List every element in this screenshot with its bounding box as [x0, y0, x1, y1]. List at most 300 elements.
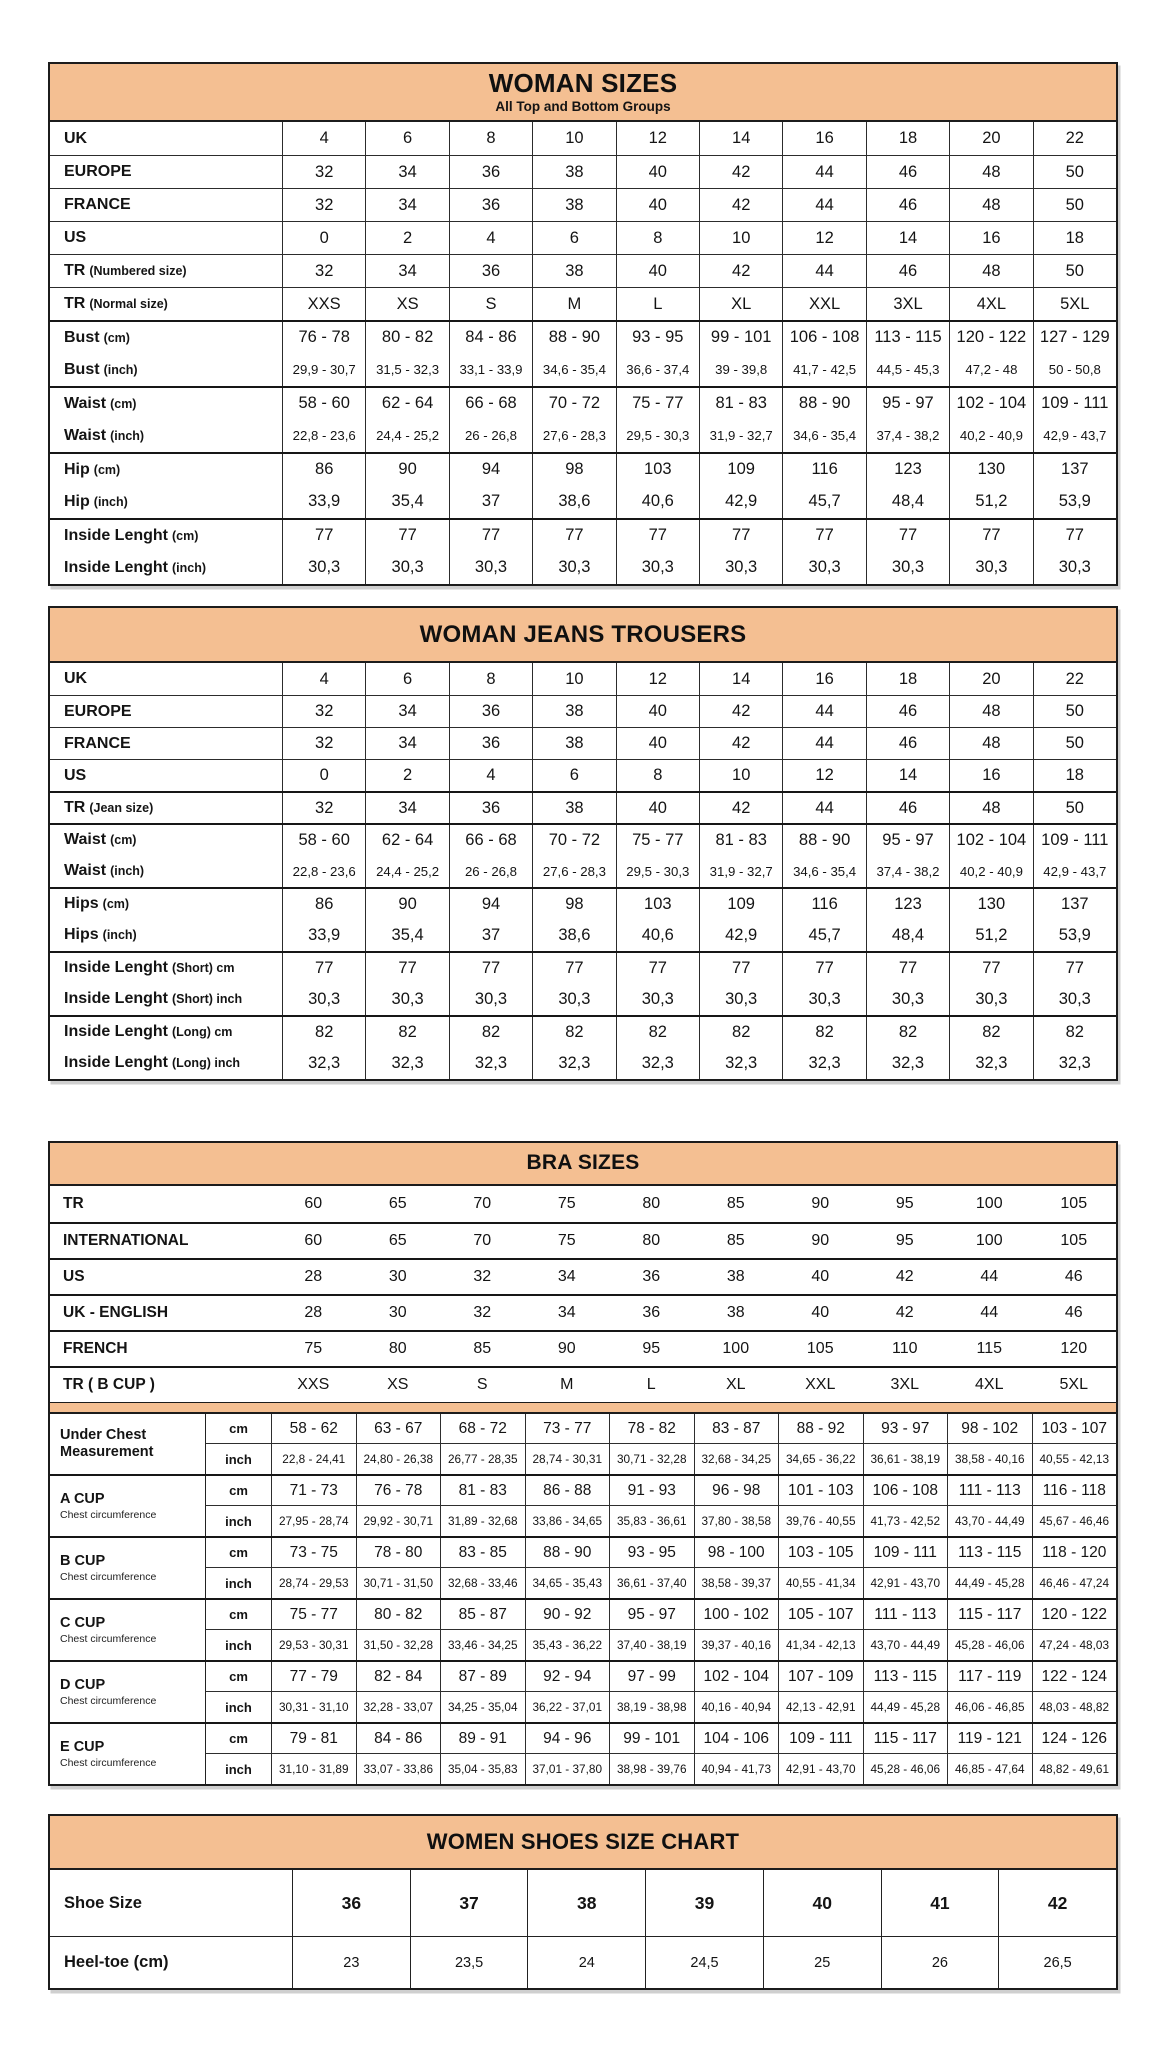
cup-label-sub: Chest circumference	[60, 1757, 157, 1770]
cell: 40	[811, 1304, 830, 1321]
cell: 38	[532, 255, 615, 287]
cell: 60	[304, 1232, 323, 1249]
cell: 50	[1033, 189, 1116, 221]
cell: 98	[532, 454, 615, 485]
row-label-paren: (Normal size)	[89, 297, 168, 311]
cell: 100 - 102	[694, 1600, 779, 1630]
cell: 95 - 97	[866, 825, 949, 855]
cell: 33,9	[282, 485, 365, 518]
cell: 4	[449, 222, 532, 254]
row-label: UK - ENGLISH	[63, 1304, 169, 1321]
shoes-body	[50, 1870, 1116, 1988]
cell: 6	[532, 222, 615, 254]
cell: 24,4 - 25,2	[365, 855, 448, 887]
row-label: TR ( B CUP )	[63, 1376, 155, 1393]
cell: 46,46 - 47,24	[1032, 1568, 1117, 1598]
cell: 53,9	[1033, 919, 1116, 951]
cell: 75 - 77	[616, 825, 699, 855]
cell: 113 - 115	[947, 1538, 1032, 1568]
cell: 48,03 - 48,82	[1032, 1692, 1117, 1722]
cell: 105	[1060, 1232, 1088, 1249]
row-label-paren: (Long) inch	[172, 1056, 241, 1070]
cup-row-group	[50, 1414, 1116, 1474]
cell: 37,4 - 38,2	[866, 855, 949, 887]
woman-jeans-trousers-table	[48, 606, 1118, 1081]
cell: 60	[304, 1195, 323, 1212]
cell: 30,3	[1033, 551, 1116, 584]
cell: 37,80 - 38,58	[694, 1506, 779, 1536]
cell: 77	[699, 520, 782, 551]
cup-label-sub: Chest circumference	[60, 1695, 157, 1708]
cell: 46,06 - 46,85	[947, 1692, 1032, 1722]
cell: 40,55 - 41,34	[778, 1568, 863, 1598]
row-label	[50, 255, 282, 287]
cell: 70	[473, 1232, 492, 1249]
cell: 45,28 - 46,06	[947, 1630, 1032, 1660]
cell: 98	[532, 889, 615, 919]
cell: 34	[557, 1304, 576, 1321]
woman-sizes-table	[48, 62, 1118, 586]
cell: 82	[365, 1017, 448, 1047]
cell: 30	[388, 1304, 407, 1321]
cell: 0	[282, 222, 365, 254]
cell: 37,40 - 38,19	[609, 1630, 694, 1660]
row-label-main: TR	[64, 295, 86, 312]
row-label	[50, 855, 282, 887]
table-row	[50, 1047, 1116, 1079]
cell: 63 - 67	[356, 1414, 441, 1444]
cell: 42	[895, 1268, 914, 1285]
cell: 111 - 113	[947, 1476, 1032, 1506]
cell: 77	[866, 520, 949, 551]
cell: 8	[616, 760, 699, 791]
bra-header	[50, 1143, 1116, 1186]
cell: 66 - 68	[449, 825, 532, 855]
cell: 38	[532, 156, 615, 188]
cell: 115 - 117	[947, 1600, 1032, 1630]
cup-label-sub: Chest circumference	[60, 1633, 157, 1646]
cell: 82	[949, 1017, 1032, 1047]
cell: 85	[726, 1232, 745, 1249]
cell: 77	[782, 520, 865, 551]
table-row	[50, 1366, 1116, 1402]
cell: 102 - 104	[949, 388, 1032, 419]
cell: 35,83 - 36,61	[609, 1506, 694, 1536]
cell: 100	[975, 1195, 1003, 1212]
cell: 31,9 - 32,7	[699, 419, 782, 452]
cell: 109	[699, 454, 782, 485]
cell: 86 - 88	[525, 1476, 610, 1506]
table-row	[50, 254, 1116, 287]
cell: 44	[782, 156, 865, 188]
bra-cup-section	[50, 1414, 1116, 1784]
cell: 30,3	[616, 983, 699, 1015]
cell: 106 - 108	[863, 1476, 948, 1506]
cell: 77	[532, 953, 615, 983]
cell: 46	[866, 728, 949, 759]
cell: 80 - 82	[356, 1600, 441, 1630]
cell: 66 - 68	[449, 388, 532, 419]
cell: 117 - 119	[947, 1662, 1032, 1692]
table-row	[50, 485, 1116, 518]
cell: 51,2	[949, 485, 1032, 518]
cell: 40,94 - 41,73	[694, 1754, 779, 1784]
row-label	[50, 551, 282, 584]
cell: 28	[304, 1268, 323, 1285]
row-label	[50, 122, 282, 155]
bra-title: BRA SIZES	[526, 1151, 640, 1175]
cell: 123	[866, 889, 949, 919]
cell: 103	[616, 889, 699, 919]
cell: 35,4	[365, 919, 448, 951]
cell: 32,3	[282, 1047, 365, 1079]
cell: 77	[282, 520, 365, 551]
table-row	[50, 452, 1116, 485]
cell: 18	[1033, 222, 1116, 254]
row-label-paren: (cm)	[103, 330, 130, 345]
cell: 62 - 64	[365, 388, 448, 419]
cell: 103	[616, 454, 699, 485]
orange-divider-strip	[50, 1402, 1116, 1414]
cell: M	[560, 1376, 574, 1393]
cell: 44	[980, 1304, 999, 1321]
cell: 90	[811, 1232, 830, 1249]
cell: 8	[616, 222, 699, 254]
cell: 90	[811, 1195, 830, 1212]
table-row	[50, 791, 1116, 823]
row-label-paren: (inch)	[110, 428, 145, 443]
cell: 4XL	[949, 288, 1032, 320]
row-label	[50, 728, 282, 759]
cell: 80	[642, 1232, 661, 1249]
table-row	[50, 1186, 1116, 1222]
cell: XS	[387, 1376, 409, 1393]
row-label-paren: (cm)	[110, 833, 137, 847]
cell: 12	[616, 122, 699, 155]
table-row	[50, 419, 1116, 452]
cell: 32	[473, 1268, 492, 1285]
cell: 36,61 - 37,40	[609, 1568, 694, 1598]
cell: 34	[365, 793, 448, 823]
cell: 5XL	[1033, 288, 1116, 320]
row-label-paren: (inch)	[102, 928, 137, 942]
row-label	[50, 983, 282, 1015]
cup-label-main: D CUP	[60, 1676, 106, 1693]
table-row	[50, 518, 1116, 551]
cell: 102 - 104	[949, 825, 1032, 855]
cell: 109 - 111	[1033, 825, 1116, 855]
table-row	[50, 1330, 1116, 1366]
cell: 38	[532, 728, 615, 759]
cell: 30,3	[949, 551, 1032, 584]
cell: 40	[616, 156, 699, 188]
cell: 86	[282, 454, 365, 485]
cell: 30,3	[365, 983, 448, 1015]
table-row	[50, 727, 1116, 759]
cell: 22	[1033, 122, 1116, 155]
cell: 89 - 91	[440, 1724, 525, 1754]
cell: 130	[949, 889, 1032, 919]
table-row	[50, 551, 1116, 584]
cell: 36	[449, 156, 532, 188]
cell: 34,25 - 35,04	[440, 1692, 525, 1722]
table-row	[50, 1222, 1116, 1258]
cell: 4XL	[975, 1376, 1004, 1393]
cell: 73 - 75	[271, 1538, 356, 1568]
cell: 116	[782, 454, 865, 485]
cell: 10	[699, 222, 782, 254]
cell: 32,3	[949, 1047, 1032, 1079]
cell: 39,76 - 40,55	[778, 1506, 863, 1536]
cup-row-group	[50, 1474, 1116, 1536]
cell: 99 - 101	[609, 1724, 694, 1754]
cell: 115	[976, 1340, 1002, 1357]
cell: 98 - 100	[694, 1538, 779, 1568]
row-label-paren: (Short) cm	[172, 961, 235, 975]
table-row	[50, 1294, 1116, 1330]
cell: 77	[1033, 520, 1116, 551]
cell: 80	[642, 1195, 661, 1212]
row-label-paren: (Short) inch	[172, 992, 243, 1006]
cell: 14	[866, 222, 949, 254]
cell: 20	[949, 122, 1032, 155]
cell: 88 - 90	[782, 825, 865, 855]
row-label	[50, 919, 282, 951]
cell: 38,58 - 40,16	[947, 1444, 1032, 1474]
shoes-title: WOMEN SHOES SIZE CHART	[426, 1829, 740, 1855]
cell: 77	[699, 953, 782, 983]
cell: 32,3	[532, 1047, 615, 1079]
cell: 87 - 89	[440, 1662, 525, 1692]
cell: 116 - 118	[1032, 1476, 1117, 1506]
cell: 62 - 64	[365, 825, 448, 855]
cell: 31,9 - 32,7	[699, 855, 782, 887]
cell: 29,9 - 30,7	[282, 353, 365, 386]
cell: 41,34 - 42,13	[778, 1630, 863, 1660]
cell: 45,7	[782, 485, 865, 518]
unit-label-inch: inch	[205, 1444, 271, 1474]
cell: 30,3	[282, 983, 365, 1015]
cell: 45,67 - 46,46	[1032, 1506, 1117, 1536]
cup-label	[50, 1414, 205, 1474]
cell: 35,43 - 36,22	[525, 1630, 610, 1660]
row-label-paren: (cm)	[102, 897, 130, 911]
cell: 95	[642, 1340, 661, 1357]
table-row	[50, 951, 1116, 983]
cell: 82	[699, 1017, 782, 1047]
cell: 29,92 - 30,71	[356, 1506, 441, 1536]
cell: 33,46 - 34,25	[440, 1630, 525, 1660]
cell: 77	[782, 953, 865, 983]
row-label-main: Waist	[64, 426, 107, 444]
cell: 34,65 - 36,22	[778, 1444, 863, 1474]
cell: 123	[866, 454, 949, 485]
cell: 116	[782, 889, 865, 919]
cell: 18	[866, 122, 949, 155]
cell: 76 - 78	[282, 322, 365, 353]
cell: 2	[365, 760, 448, 791]
cell: 80 - 82	[365, 322, 448, 353]
unit-label-cm: cm	[205, 1414, 271, 1444]
cell: 45,7	[782, 919, 865, 951]
cup-label-main: C CUP	[60, 1614, 106, 1631]
cell: 77	[1033, 953, 1116, 983]
cell: 77	[365, 953, 448, 983]
cell: 38	[532, 793, 615, 823]
cell: 90	[557, 1340, 576, 1357]
cell: 45,28 - 46,06	[863, 1754, 948, 1784]
cell: 115 - 117	[863, 1724, 948, 1754]
cell: 42,9	[699, 919, 782, 951]
cell: 50 - 50,8	[1033, 353, 1116, 386]
cell: 34	[365, 728, 448, 759]
cell: 93 - 97	[863, 1414, 948, 1444]
unit-label-cm: cm	[205, 1662, 271, 1692]
cell: 48	[949, 189, 1032, 221]
cell: 37	[449, 919, 532, 951]
cell: 48,4	[866, 485, 949, 518]
cell: 75	[557, 1232, 576, 1249]
cell: 14	[699, 663, 782, 695]
cell: 34,65 - 35,43	[525, 1568, 610, 1598]
cell: 105	[1060, 1195, 1088, 1212]
cell: 30,3	[365, 551, 448, 584]
row-label-paren: (cm)	[172, 528, 199, 543]
cell: 30,3	[782, 551, 865, 584]
row-label	[50, 520, 282, 551]
cell: 42	[998, 1870, 1116, 1936]
cell: 22,8 - 23,6	[282, 855, 365, 887]
cell: 28,74 - 29,53	[271, 1568, 356, 1598]
cell: 34	[365, 696, 448, 727]
cell: 38	[532, 696, 615, 727]
unit-label-cm: cm	[205, 1724, 271, 1754]
cup-row-group	[50, 1660, 1116, 1722]
row-label-main: Inside Lenght	[64, 990, 168, 1007]
cell: 50	[1033, 793, 1116, 823]
cell: 36	[449, 189, 532, 221]
cell: 30,3	[699, 551, 782, 584]
cell: 3XL	[866, 288, 949, 320]
cup-label-main: Under Chest Measurement	[60, 1426, 154, 1460]
cell: 103 - 105	[778, 1538, 863, 1568]
cell: XXL	[782, 288, 865, 320]
cell: L	[646, 1376, 656, 1393]
cell: 18	[866, 663, 949, 695]
table-row	[50, 1936, 1116, 1988]
cell: 111 - 113	[863, 1600, 948, 1630]
cell: 79 - 81	[271, 1724, 356, 1754]
cell: 32,3	[1033, 1047, 1116, 1079]
row-label	[50, 322, 282, 353]
cell: 50	[1033, 156, 1116, 188]
row-label-main: FRANCE	[64, 196, 131, 213]
cell: 80	[388, 1340, 407, 1357]
cell: 24,80 - 26,38	[356, 1444, 441, 1474]
cell: 31,10 - 31,89	[271, 1754, 356, 1784]
cup-label-main: B CUP	[60, 1552, 106, 1569]
cell: 26	[881, 1937, 999, 1988]
unit-label-cm: cm	[205, 1538, 271, 1568]
row-label	[50, 663, 282, 695]
cell: 38,98 - 39,76	[609, 1754, 694, 1784]
row-label	[50, 793, 282, 823]
cell: 77	[949, 520, 1032, 551]
cell: 24,5	[645, 1937, 763, 1988]
cell: 137	[1033, 889, 1116, 919]
cell: 33,07 - 33,86	[356, 1754, 441, 1784]
cell: 40	[616, 728, 699, 759]
cell: 32,28 - 33,07	[356, 1692, 441, 1722]
cell: 39	[645, 1870, 763, 1936]
cell: 40	[811, 1268, 830, 1285]
cell: 94	[449, 889, 532, 919]
jeans-header	[50, 608, 1116, 663]
cell: 90	[365, 889, 448, 919]
cell: 40	[763, 1870, 881, 1936]
cell: 101 - 103	[778, 1476, 863, 1506]
cell: 37	[449, 485, 532, 518]
cup-label-sub: Chest circumference	[60, 1509, 157, 1522]
cell: 91 - 93	[609, 1476, 694, 1506]
cup-label-main: A CUP	[60, 1490, 105, 1507]
cell: 46	[866, 696, 949, 727]
table-row	[50, 663, 1116, 695]
cell: 65	[388, 1232, 407, 1249]
cell: 48	[949, 696, 1032, 727]
cell: 42,91 - 43,70	[778, 1754, 863, 1784]
cell: 100	[975, 1232, 1003, 1249]
cell: 42	[699, 156, 782, 188]
cell: 68 - 72	[440, 1414, 525, 1444]
cell: 40	[616, 189, 699, 221]
cell: 50	[1033, 255, 1116, 287]
row-label-main: Inside Lenght	[64, 1023, 168, 1040]
cell: 127 - 129	[1033, 322, 1116, 353]
row-label	[50, 825, 282, 855]
row-label-main: Hips	[64, 926, 99, 943]
cell: 46	[866, 255, 949, 287]
cell: 29,5 - 30,3	[616, 419, 699, 452]
cell: 12	[782, 760, 865, 791]
cell: 82	[782, 1017, 865, 1047]
cell: 107 - 109	[778, 1662, 863, 1692]
cell: 102 - 104	[694, 1662, 779, 1692]
cell: 46	[866, 793, 949, 823]
row-label	[50, 353, 282, 386]
cell: 31,89 - 32,68	[440, 1506, 525, 1536]
cell: 109 - 111	[863, 1538, 948, 1568]
cup-label	[50, 1724, 205, 1784]
cell: 33,86 - 34,65	[525, 1506, 610, 1536]
cell: 31,50 - 32,28	[356, 1630, 441, 1660]
row-label	[50, 288, 282, 320]
cell: 35,04 - 35,83	[440, 1754, 525, 1784]
cell: 83 - 87	[694, 1414, 779, 1444]
row-label	[50, 454, 282, 485]
cell: 40,6	[616, 485, 699, 518]
cell: 124 - 126	[1032, 1724, 1117, 1754]
cell: 32	[282, 255, 365, 287]
table-row	[50, 919, 1116, 951]
row-label-paren: (Numbered size)	[89, 264, 187, 278]
cell: 48,4	[866, 919, 949, 951]
cell: 39 - 39,8	[699, 353, 782, 386]
cell: 38,6	[532, 919, 615, 951]
cell: 46	[866, 189, 949, 221]
cell: 42	[699, 189, 782, 221]
cell: 37,01 - 37,80	[525, 1754, 610, 1784]
